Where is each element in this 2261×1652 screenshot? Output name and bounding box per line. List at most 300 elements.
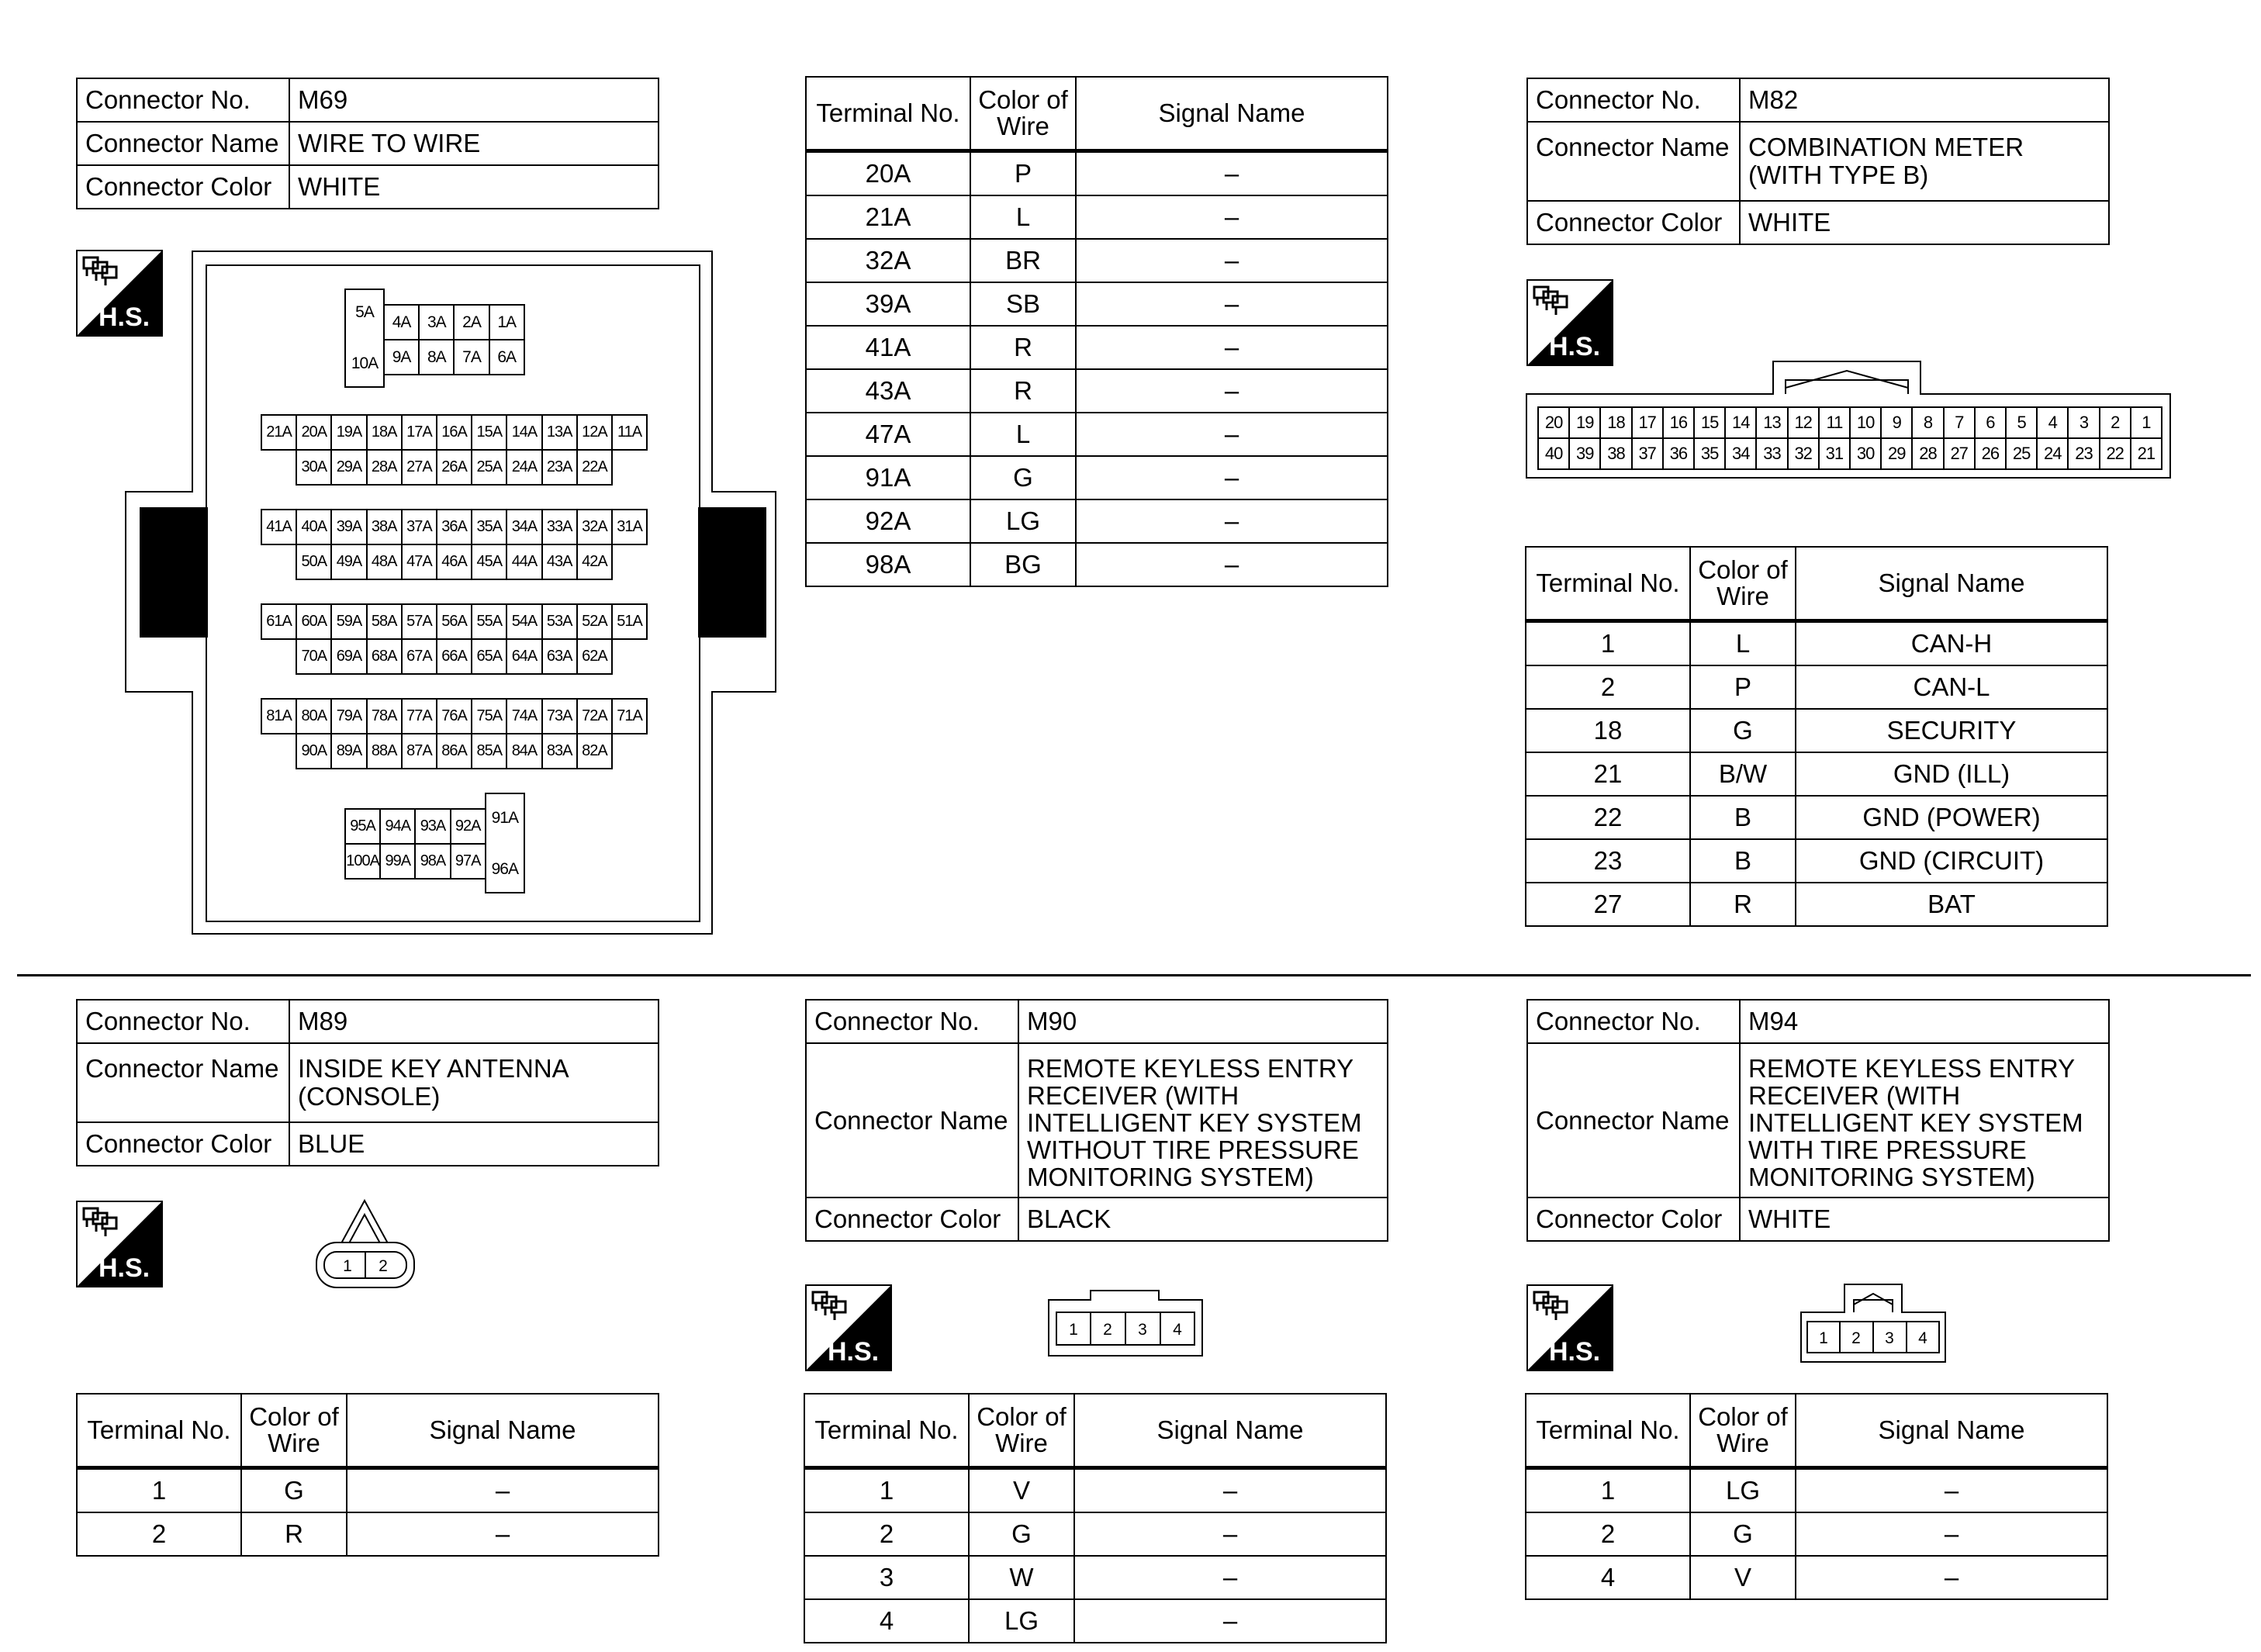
pin-2: 2 (1103, 1321, 1112, 1339)
pin-cell: 15A (471, 414, 507, 451)
m90-terminal-table (804, 1393, 1387, 1643)
terminal-row (806, 413, 1388, 456)
terminal-no-cell: 47A (806, 413, 970, 456)
pin-cell: 87A (401, 733, 437, 769)
terminal-row (806, 326, 1388, 369)
wire-color-cell: G (969, 1512, 1074, 1556)
signal-name-header: Signal Name (1796, 547, 2107, 621)
pin-cell: 16A (436, 414, 472, 451)
connector-no-label: Connector No. (77, 78, 289, 122)
pin-cell: 24A (506, 449, 542, 486)
pin-cell: 23 (2067, 437, 2100, 470)
signal-name-cell: – (1076, 195, 1388, 239)
m89-connector-face (313, 1198, 417, 1291)
terminal-no-cell: 2 (1526, 1512, 1690, 1556)
wire-color-cell: LG (970, 499, 1076, 543)
terminal-row (1526, 1556, 2107, 1599)
pin-cell: 44A (506, 544, 542, 580)
terminal-row (1526, 1512, 2107, 1556)
pin-cell: 38A (366, 509, 403, 545)
pin-cell: 19 (1568, 406, 1601, 439)
signal-name-cell: – (1074, 1512, 1386, 1556)
terminal-no-cell: 23 (1526, 839, 1690, 883)
pin-cell: 34 (1724, 437, 1757, 470)
terminal-row (806, 456, 1388, 499)
pin-cell: 12 (1787, 406, 1820, 439)
wire-color-cell: G (241, 1468, 347, 1513)
hs-label: H.S. (98, 302, 150, 332)
terminal-row (1526, 752, 2107, 796)
pin-cell: 5 (2005, 406, 2038, 439)
connector-name-label: Connector Name (806, 1043, 1018, 1198)
pin-cell: 79A (330, 698, 367, 734)
pin-cell: 29A (330, 449, 367, 486)
wire-color-cell: G (970, 456, 1076, 499)
terminal-no-cell: 91A (806, 456, 970, 499)
signal-name-cell: CAN-H (1796, 621, 2107, 666)
pin-cell: 59A (330, 603, 367, 640)
pin-cell: 21 (2130, 437, 2162, 470)
pin-cell: 2A (453, 304, 489, 340)
pin-cell: 26A (436, 449, 472, 486)
pin-cell: 75A (471, 698, 507, 734)
connector-color-value: WHITE (1740, 201, 2109, 244)
terminal-no-cell: 2 (1526, 665, 1690, 709)
harness-side-icon (76, 1201, 163, 1287)
section-divider (17, 974, 2251, 976)
connector-no-label: Connector No. (1527, 78, 1740, 122)
pin-cell: 12A (576, 414, 613, 451)
pin-cell: 83A (541, 733, 578, 769)
connector-color-value: WHITE (1740, 1198, 2109, 1241)
signal-name-cell: – (1076, 499, 1388, 543)
terminal-no-cell: 1 (77, 1468, 241, 1513)
pin-cell: 81A (261, 698, 297, 734)
hs-label: H.S. (98, 1253, 150, 1283)
pin-cell: 28A (366, 449, 403, 486)
pin-cell: 2 (2099, 406, 2131, 439)
pin-cell: 1A (489, 304, 525, 340)
pin-cell: 84A (506, 733, 542, 769)
pin-cell: 27 (1943, 437, 1976, 470)
pin-cell: 29 (1880, 437, 1913, 470)
pin-cell: 30 (1849, 437, 1882, 470)
signal-name-cell: SECURITY (1796, 709, 2107, 752)
pin-cell: 68A (366, 638, 403, 675)
pin-cell: 25A (471, 449, 507, 486)
pin-cell: 41A (261, 509, 297, 545)
pin-cell: 19A (330, 414, 367, 451)
wire-color-cell: R (1690, 883, 1796, 926)
connector-color-label: Connector Color (77, 1122, 289, 1166)
wire-color-cell: L (970, 413, 1076, 456)
pin-cell: 40A (296, 509, 332, 545)
harness-side-icon (805, 1284, 892, 1371)
connector-color-label: Connector Color (77, 165, 289, 209)
pin-cell: 28 (1911, 437, 1944, 470)
m90-connector-info (805, 999, 1388, 1242)
pin-cell: 91A (486, 797, 524, 839)
terminal-row (77, 1468, 659, 1513)
signal-name-cell: – (1796, 1468, 2107, 1513)
signal-name-cell: – (1076, 282, 1388, 326)
pin-cell: 55A (471, 603, 507, 640)
pin-cell: 22A (576, 449, 613, 486)
terminal-row (806, 499, 1388, 543)
pin-cell: 82A (576, 733, 613, 769)
terminal-no-cell: 1 (1526, 1468, 1690, 1513)
terminal-no-header: Terminal No. (1526, 547, 1690, 621)
pin-cell: 93A (414, 808, 451, 845)
m94-terminal-table (1525, 1393, 2108, 1600)
pin-cell: 10 (1849, 406, 1882, 439)
pin-cell: 24 (2036, 437, 2069, 470)
pin-3: 3 (1138, 1321, 1147, 1339)
pin-cell: 18A (366, 414, 403, 451)
pin-cell: 99A (379, 843, 416, 880)
pin-cell: 96A (486, 848, 524, 890)
m82-connector-info (1526, 78, 2110, 245)
terminal-no-cell: 41A (806, 326, 970, 369)
connector-name-label: Connector Name (1527, 1043, 1740, 1198)
pin-cell: 37A (401, 509, 437, 545)
pin-1: 1 (343, 1257, 352, 1275)
pin-cell: 50A (296, 544, 332, 580)
pin-cell: 8A (418, 339, 455, 375)
pin-cell: 17A (401, 414, 437, 451)
wire-color-cell: LG (1690, 1468, 1796, 1513)
pin-cell: 39A (330, 509, 367, 545)
terminal-no-header: Terminal No. (1526, 1394, 1690, 1468)
wire-color-cell: R (241, 1512, 347, 1556)
terminal-row (804, 1512, 1386, 1556)
pin-cell: 51A (611, 603, 648, 640)
pin-cell: 74A (506, 698, 542, 734)
signal-name-cell: GND (ILL) (1796, 752, 2107, 796)
terminal-row (804, 1599, 1386, 1643)
terminal-row (806, 195, 1388, 239)
signal-name-cell: – (1076, 369, 1388, 413)
terminal-no-cell: 43A (806, 369, 970, 413)
pin-cell: 58A (366, 603, 403, 640)
pin-4: 4 (1173, 1321, 1182, 1339)
signal-name-cell: – (1074, 1468, 1386, 1513)
locking-tab-left (140, 507, 208, 638)
pin-cell: 14 (1724, 406, 1757, 439)
pin-cell: 35A (471, 509, 507, 545)
m69-connector-info (76, 78, 659, 209)
pin-cell: 71A (611, 698, 648, 734)
pin-cell: 25 (2005, 437, 2038, 470)
connector-color-value: WHITE (289, 165, 659, 209)
terminal-row (1526, 883, 2107, 926)
terminal-row (77, 1512, 659, 1556)
terminal-row (804, 1556, 1386, 1599)
pin-cell: 11 (1818, 406, 1851, 439)
connector-color-value: BLACK (1018, 1198, 1388, 1241)
terminal-no-cell: 92A (806, 499, 970, 543)
terminal-no-cell: 22 (1526, 796, 1690, 839)
pin-cell: 97A (450, 843, 486, 880)
pin-cell: 42A (576, 544, 613, 580)
pin-cell: 30A (296, 449, 332, 486)
pin-cell: 21A (261, 414, 297, 451)
pin-cell: 26 (1974, 437, 2007, 470)
locking-tab-right (698, 507, 766, 638)
pin-cell: 90A (296, 733, 332, 769)
signal-name-cell: BAT (1796, 883, 2107, 926)
pin-cell: 64A (506, 638, 542, 675)
connector-no-value: M94 (1740, 1000, 2109, 1043)
terminal-no-header: Terminal No. (77, 1394, 241, 1468)
pin-cell: 80A (296, 698, 332, 734)
connector-no-value: M82 (1740, 78, 2109, 122)
wire-color-header: Color of Wire (1690, 1394, 1796, 1468)
terminal-no-cell: 32A (806, 239, 970, 282)
wire-color-cell: L (1690, 621, 1796, 666)
signal-name-cell: – (1076, 413, 1388, 456)
connector-name-value: COMBINATION METER (WITH TYPE B) (1740, 122, 2109, 201)
pin-cell: 77A (401, 698, 437, 734)
terminal-no-cell: 39A (806, 282, 970, 326)
wire-color-cell: W (969, 1556, 1074, 1599)
signal-name-cell: – (1076, 326, 1388, 369)
connector-color-label: Connector Color (806, 1198, 1018, 1241)
terminal-no-cell: 1 (1526, 621, 1690, 666)
pin-cell: 23A (541, 449, 578, 486)
m69-terminal-table (805, 76, 1388, 587)
pin-cell: 38 (1599, 437, 1632, 470)
signal-name-cell: – (1796, 1556, 2107, 1599)
terminal-no-cell: 4 (1526, 1556, 1690, 1599)
pin-cell: 20A (296, 414, 332, 451)
terminal-no-header: Terminal No. (804, 1394, 969, 1468)
connector-no-value: M69 (289, 78, 659, 122)
pin-4: 4 (1918, 1329, 1927, 1347)
m89-terminal-table (76, 1393, 659, 1557)
wire-color-cell: P (970, 151, 1076, 196)
pin-cell: 78A (366, 698, 403, 734)
connector-no-label: Connector No. (806, 1000, 1018, 1043)
terminal-row (804, 1468, 1386, 1513)
terminal-no-cell: 2 (77, 1512, 241, 1556)
pin-cell: 6 (1974, 406, 2007, 439)
signal-name-header: Signal Name (1074, 1394, 1386, 1468)
pin-cell: 62A (576, 638, 613, 675)
pin-cell: 45A (471, 544, 507, 580)
signal-name-cell: – (347, 1468, 659, 1513)
connector-name-label: Connector Name (77, 1043, 289, 1122)
pin-cell: 76A (436, 698, 472, 734)
terminal-row (1526, 839, 2107, 883)
connector-color-label: Connector Color (1527, 201, 1740, 244)
pin-cell: 36A (436, 509, 472, 545)
pin-2: 2 (1851, 1329, 1861, 1347)
signal-name-header: Signal Name (1796, 1394, 2107, 1468)
pin-cell: 22 (2099, 437, 2131, 470)
signal-name-cell: – (1076, 543, 1388, 586)
pin-cell: 35 (1693, 437, 1726, 470)
pin-cell: 57A (401, 603, 437, 640)
pin-cell: 20 (1537, 406, 1570, 439)
pin-cell: 8 (1911, 406, 1944, 439)
signal-name-cell: CAN-L (1796, 665, 2107, 709)
pin-cell: 15 (1693, 406, 1726, 439)
signal-name-cell: GND (CIRCUIT) (1796, 839, 2107, 883)
terminal-no-cell: 21 (1526, 752, 1690, 796)
terminal-row (1526, 796, 2107, 839)
harness-side-icon (1526, 1284, 1613, 1371)
pin-cell: 13 (1755, 406, 1788, 439)
terminal-row (806, 239, 1388, 282)
pin-cell: 37 (1631, 437, 1664, 470)
pin-1: 1 (1069, 1321, 1078, 1339)
pin-cell: 60A (296, 603, 332, 640)
terminal-row (1526, 1468, 2107, 1513)
terminal-no-cell: 20A (806, 151, 970, 196)
pin-cell: 39 (1568, 437, 1601, 470)
pin-cell: 32A (576, 509, 613, 545)
connector-color-label: Connector Color (1527, 1198, 1740, 1241)
connector-no-label: Connector No. (1527, 1000, 1740, 1043)
wire-color-cell: P (1690, 665, 1796, 709)
terminal-no-cell: 27 (1526, 883, 1690, 926)
pin-cell: 89A (330, 733, 367, 769)
pin-cell: 67A (401, 638, 437, 675)
pin-cell: 7 (1943, 406, 1976, 439)
connector-name-value: REMOTE KEYLESS ENTRY RECEIVER (WITH INTELLIGENT KEY SYSTEM WITH TIRE PRESSURE MONITORING SYSTEM) (1740, 1043, 2109, 1198)
pin-cell: 72A (576, 698, 613, 734)
pin-cell: 70A (296, 638, 332, 675)
wire-color-cell: B (1690, 796, 1796, 839)
pin-cell: 14A (506, 414, 542, 451)
signal-name-cell: – (1796, 1512, 2107, 1556)
pin-cell: 63A (541, 638, 578, 675)
pin-cell: 47A (401, 544, 437, 580)
pin-cell: 43A (541, 544, 578, 580)
terminal-row (1526, 709, 2107, 752)
harness-side-icon (1526, 279, 1613, 366)
pin-cell: 10A (346, 343, 383, 385)
pin-cell: 69A (330, 638, 367, 675)
connector-name-value: WIRE TO WIRE (289, 122, 659, 165)
connector-color-value: BLUE (289, 1122, 659, 1166)
pin-cell: 31 (1818, 437, 1851, 470)
pin-cell: 46A (436, 544, 472, 580)
terminal-row (806, 543, 1388, 586)
pin-cell: 52A (576, 603, 613, 640)
terminal-no-cell: 3 (804, 1556, 969, 1599)
pin-cell: 4A (383, 304, 420, 340)
hs-label: H.S. (1548, 332, 1601, 361)
pin-cell: 95A (344, 808, 381, 845)
wire-color-header: Color of Wire (1690, 547, 1796, 621)
pin-cell: 27A (401, 449, 437, 486)
wire-color-cell: V (1690, 1556, 1796, 1599)
pin-cell: 6A (489, 339, 525, 375)
terminal-no-cell: 4 (804, 1599, 969, 1643)
pin-cell: 16 (1662, 406, 1695, 439)
pin-cell: 98A (414, 843, 451, 880)
m82-terminal-table (1525, 546, 2108, 927)
pin-cell: 13A (541, 414, 578, 451)
hs-label: H.S. (827, 1337, 880, 1367)
signal-name-header: Signal Name (1076, 77, 1388, 151)
m94-connector-info (1526, 999, 2110, 1242)
pin-cell: 9 (1880, 406, 1913, 439)
connector-name-label: Connector Name (1527, 122, 1740, 201)
pin-cell: 56A (436, 603, 472, 640)
wire-color-cell: BR (970, 239, 1076, 282)
wire-color-cell: B/W (1690, 752, 1796, 796)
pin-cell: 33A (541, 509, 578, 545)
pin-cell: 73A (541, 698, 578, 734)
connector-no-value: M89 (289, 1000, 659, 1043)
pin-cell: 33 (1755, 437, 1788, 470)
pin-cell: 3 (2067, 406, 2100, 439)
wire-color-header: Color of Wire (969, 1394, 1074, 1468)
connector-no-label: Connector No. (77, 1000, 289, 1043)
pin-cell: 85A (471, 733, 507, 769)
terminal-row (806, 151, 1388, 196)
pin-1: 1 (1819, 1329, 1828, 1347)
pin-cell: 1 (2130, 406, 2162, 439)
signal-name-cell: – (1076, 456, 1388, 499)
terminal-row (1526, 665, 2107, 709)
terminal-no-cell: 21A (806, 195, 970, 239)
pin-cell: 88A (366, 733, 403, 769)
connector-name-value: INSIDE KEY ANTENNA (CONSOLE) (289, 1043, 659, 1122)
m89-connector-info (76, 999, 659, 1166)
pin-cell: 86A (436, 733, 472, 769)
terminal-no-cell: 2 (804, 1512, 969, 1556)
terminal-row (1526, 621, 2107, 666)
signal-name-header: Signal Name (347, 1394, 659, 1468)
pin-cell: 11A (611, 414, 648, 451)
pin-cell: 18 (1599, 406, 1632, 439)
signal-name-cell: GND (POWER) (1796, 796, 2107, 839)
pin-cell: 34A (506, 509, 542, 545)
wire-color-cell: R (970, 369, 1076, 413)
connector-no-value: M90 (1018, 1000, 1388, 1043)
pin-cell: 5A (346, 292, 383, 334)
pin-2: 2 (379, 1257, 388, 1275)
terminal-row (806, 369, 1388, 413)
terminal-row (806, 282, 1388, 326)
wire-color-cell: BG (970, 543, 1076, 586)
pin-cell: 17 (1631, 406, 1664, 439)
pin-cell: 49A (330, 544, 367, 580)
signal-name-cell: – (1076, 151, 1388, 196)
signal-name-cell: – (1076, 239, 1388, 282)
pin-cell: 4 (2036, 406, 2069, 439)
pin-cell: 66A (436, 638, 472, 675)
hs-label: H.S. (1548, 1337, 1601, 1367)
terminal-no-header: Terminal No. (806, 77, 970, 151)
pin-3: 3 (1885, 1329, 1894, 1347)
pin-cell: 65A (471, 638, 507, 675)
terminal-no-cell: 18 (1526, 709, 1690, 752)
signal-name-cell: – (1074, 1556, 1386, 1599)
pin-cell: 3A (418, 304, 455, 340)
pin-cell: 53A (541, 603, 578, 640)
signal-name-cell: – (1074, 1599, 1386, 1643)
wire-color-header: Color of Wire (241, 1394, 347, 1468)
wire-color-cell: G (1690, 1512, 1796, 1556)
connector-name-value: REMOTE KEYLESS ENTRY RECEIVER (WITH INTELLIGENT KEY SYSTEM WITHOUT TIRE PRESSURE MONITORING SYSTEM) (1018, 1043, 1388, 1198)
pin-cell: 31A (611, 509, 648, 545)
wire-color-cell: SB (970, 282, 1076, 326)
